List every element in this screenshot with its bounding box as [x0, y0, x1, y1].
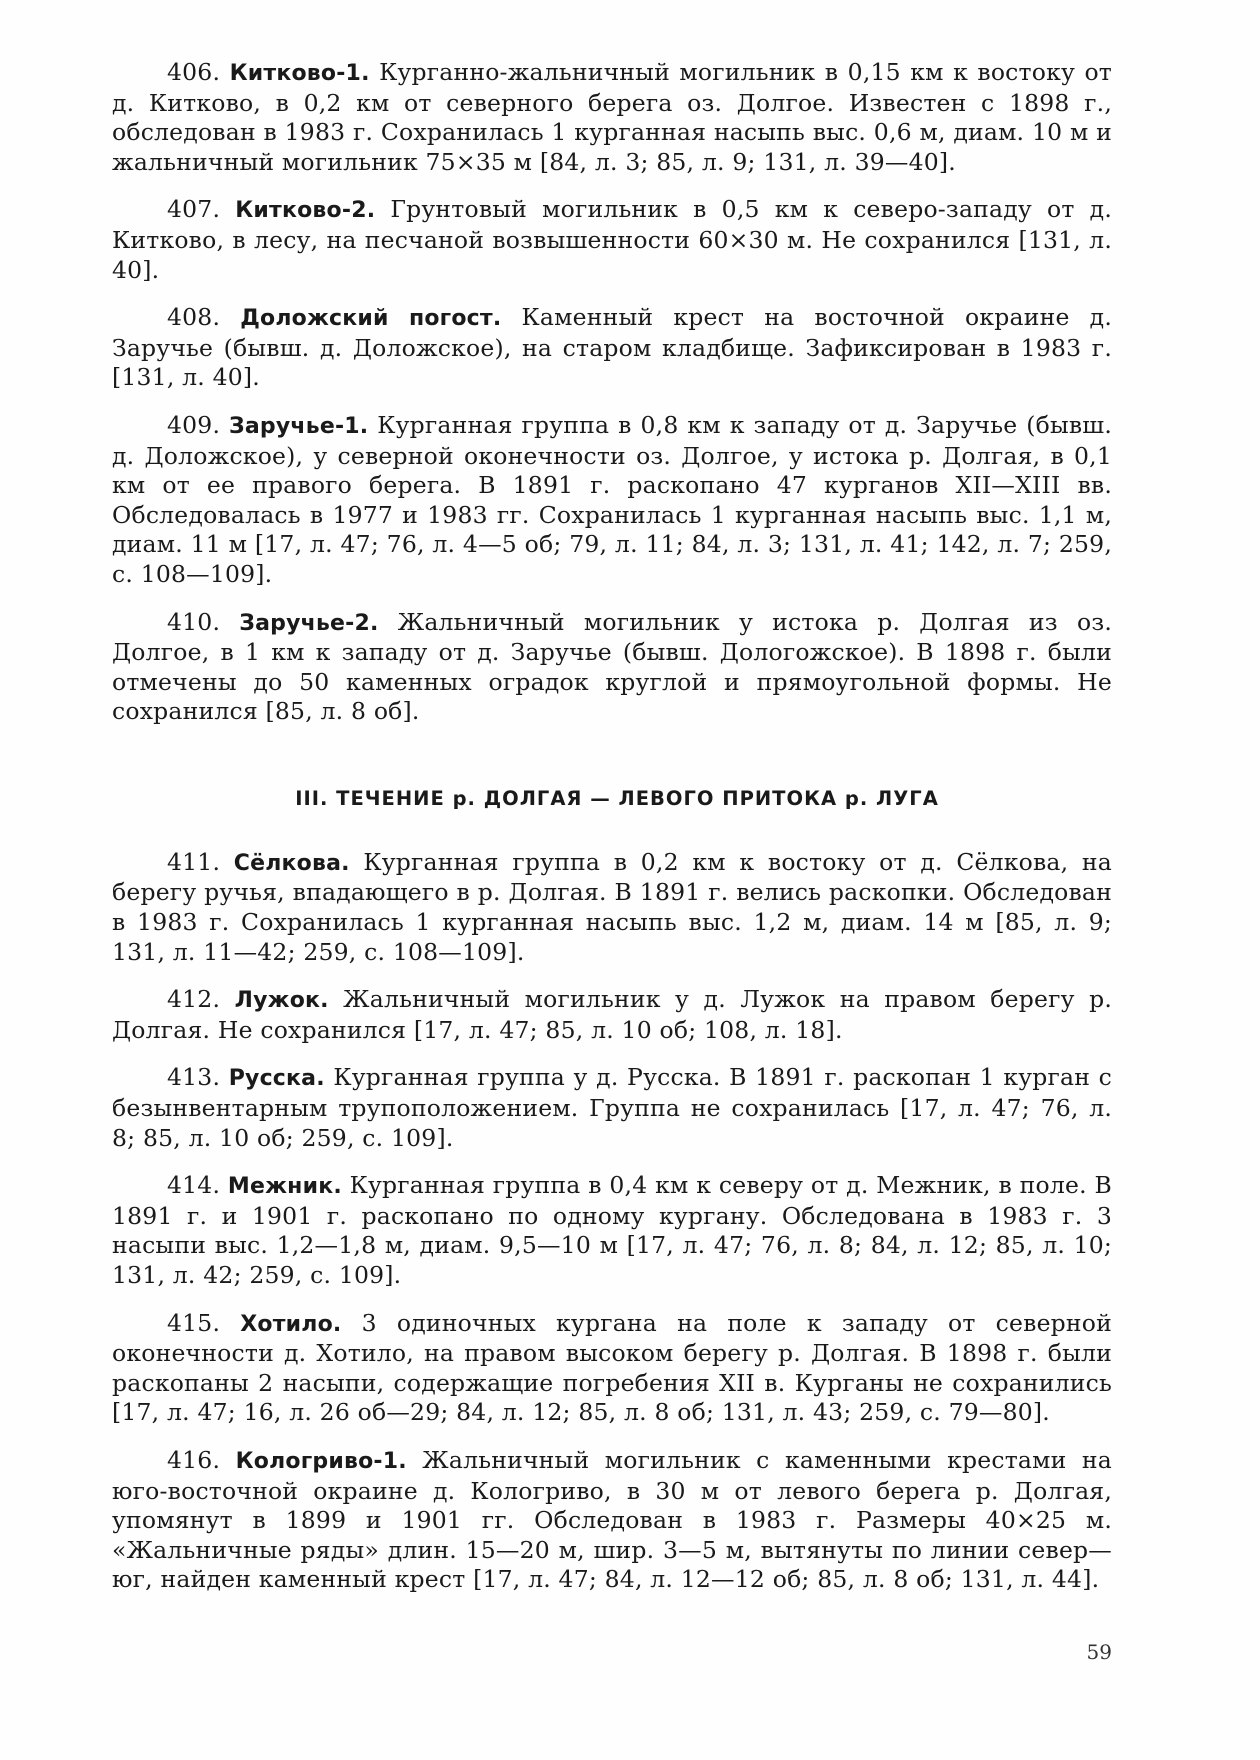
entry-409 [112, 411, 1112, 590]
entry-text: Курганная группа в 0,2 км к востоку от д. Сёлкова, на берегу ручья, впадающего в р. Долгая. В 1891 г. велись раскопки. Обследован в 1983 г. Сохранилась 1 курганная насыпь выс. 1,2 м, диам. 14 м [85, л. 9; 131, л. 11—42; 259, с. 108—109]. [112, 847, 1112, 966]
entry-408 [112, 303, 1112, 393]
entry-number: 414. [167, 1171, 221, 1200]
entry-number: 408. [167, 303, 221, 332]
entry-text: Грунтовый могильник в 0,5 км к северо-западу от д. Китково, в лесу, на песчаной возвышенности 60×30 м. Не сохранился [131, л. 40]. [112, 195, 1113, 284]
entry-415 [112, 1309, 1112, 1428]
entry-name: Хотило. [240, 1311, 342, 1337]
entry-text: 3 одиночных кургана на поле к западу от северной оконечности д. Хотило, на правом высоком берегу р. Долгая. В 1898 г. были раскопаны 2 насыпи, содержащие погребения XII в. Курганы не сохранились [17, л. 47; 16, л. 26 об—29; 84, л. 12; 85, л. 8 об; 131, л. 43; 259, с. 79—80]. [112, 1308, 1112, 1427]
entry-name: Лужок. [234, 988, 329, 1014]
entry-name: Китково-1. [229, 61, 370, 86]
entry-416 [112, 1446, 1112, 1595]
entry-name: Кологриво-1. [235, 1448, 407, 1474]
entry-406 [112, 58, 1112, 177]
entry-411 [112, 848, 1112, 967]
page-number: 59 [1086, 1640, 1112, 1664]
entry-name: Китково-2. [235, 198, 376, 224]
entry-number: 411. [167, 847, 221, 876]
entry-text: Курганно-жальничный могильник в 0,15 км к востоку от д. Китково, в 0,2 км от северного берега оз. Долгое. Известен с 1898 г., обследован в 1983 г. Сохранилась 1 курганная насыпь выс. 0,6 м, диам. 10 м и жальничный могильник 75×35 м [84, л. 3; 85, л. 9; 131, л. 39—40]. [112, 58, 1113, 176]
entry-number: 416. [167, 1445, 221, 1474]
entry-number: 409. [167, 410, 221, 439]
entry-text: Каменный крест на восточной окраине д. Заручье (бывш. д. Доложское), на старом кладбище. Зафиксирован в 1983 г. [131, л. 40]. [112, 303, 1112, 392]
section-heading: III. ТЕЧЕНИЕ р. ДОЛГАЯ — ЛЕВОГО ПРИТОКА р. ЛУГА [295, 786, 939, 810]
entry-name: Доложский погост. [240, 306, 502, 332]
entry-text: Курганная группа в 0,8 км к западу от д. Заручье (бывш. д. Доложское), у северной оконечности оз. Долгое, у истока р. Долгая, в 0,1 км от ее правого берега. В 1891 г. раскопано 47 курганов XII—XIII вв. Обследовалась в 1977 и 1983 гг. Сохранилась 1 курганная насыпь выс. 1,1 м, диам. 11 м [17, л. 47; 76, л. 4—5 об; 79, л. 11; 84, л. 3; 131, л. 41; 142, л. 7; 259, с. 108—109]. [112, 410, 1112, 588]
entry-name: Заручье-1. [229, 413, 369, 439]
entry-name: Русска. [228, 1066, 325, 1092]
entry-name: Межник. [227, 1174, 342, 1200]
entry-number: 407. [167, 195, 221, 224]
entry-name: Заручье-2. [239, 610, 379, 636]
entry-number: 415. [167, 1308, 221, 1337]
entry-text: Жальничный могильник у истока р. Долгая из оз. Долгое, в 1 км к западу от д. Заручье (бывш. Дологожское). В 1898 г. были отмечены до 50 каменных оградок круглой и прямоугольной формы. Не сохранился [85, л. 8 об]. [112, 607, 1113, 726]
entry-number: 406. [167, 58, 221, 86]
entry-number: 412. [167, 985, 221, 1014]
entry-name: Сёлкова. [233, 850, 350, 876]
text-column [112, 58, 1112, 1613]
entry-407 [112, 195, 1112, 285]
entry-text: Жальничный могильник у д. Лужок на правом берегу р. Долгая. Не сохранился [17, л. 47; 85, л. 10 об; 108, л. 18]. [112, 985, 1112, 1044]
entry-410 [112, 608, 1112, 727]
entry-text: Жальничный могильник с каменными крестами на юго-восточной окраине д. Кологриво, в 30 м от левого берега р. Долгая, упомянут в 1899 и 1901 гг. Обследован в 1983 г. Размеры 40×25 м. «Жальничные ряды» длин. 15—20 м, шир. 3—5 м, вытянуты по линии север—юг, найден каменный крест [17, л. 47; 84, л. 12—12 об; 85, л. 8 об; 131, л. 44]. [112, 1445, 1113, 1594]
entry-412 [112, 985, 1112, 1045]
entry-number: 413. [167, 1063, 221, 1092]
entry-number: 410. [167, 607, 221, 636]
entry-text: Курганная группа в 0,4 км к северу от д. Межник, в поле. В 1891 г. и 1901 г. раскопано по одному кургану. Обследована в 1983 г. 3 насыпи выс. 1,2—1,8 м, диам. 9,5—10 м [17, л. 47; 76, л. 8; 84, л. 12; 85, л. 10; 131, л. 42; 259, с. 109]. [112, 1171, 1112, 1289]
entry-text: Курганная группа у д. Русска. В 1891 г. раскопан 1 курган с безынвентарным трупоположением. Группа не сохранилась [17, л. 47; 76, л. 8; 85, л. 10 об; 259, с. 109]. [112, 1063, 1113, 1152]
entry-414 [112, 1171, 1112, 1290]
entry-413 [112, 1063, 1112, 1153]
